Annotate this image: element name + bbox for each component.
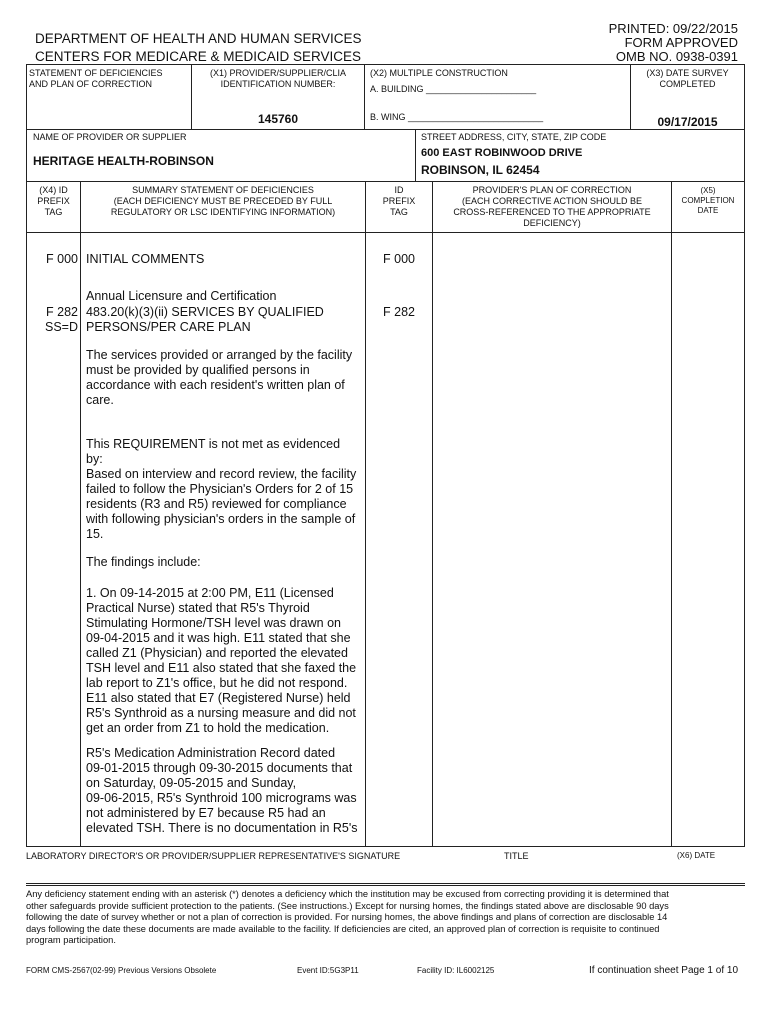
address-line2: ROBINSON, IL 62454 [421,163,540,177]
paragraph-evidence: This REQUIREMENT is not met as evidenced by: Based on interview and record review, the facility failed to follow the Physician's Orders for 2 of 15 residents (R3 and R5) reviewed for compliance with following physician's orders in the sample of 15. [86,437,357,541]
rule [365,181,366,846]
address-line1: 600 EAST ROBINWOOD DRIVE [421,147,583,159]
omb-number: OMB NO. 0938-0391 [615,49,738,64]
x3-value: 09/17/2015 [657,115,718,129]
provider-name: HERITAGE HEALTH-ROBINSON [33,154,214,168]
id-tag-f282: F 282 [383,305,415,319]
disclaimer: Any deficiency statement ending with an asterisk (*) denotes a deficiency which the institution may be excused from correcting providing it is determined that other safeguards provide sufficient protection to the patients. (See instructions.) Except for nursing homes, the findings stated above are disclosable 90 days following the date of survey whether or not a plan of correction is provided. For nursing homes, the above findings and plans of correction are disclosable 14 days following the date these documents are made available to the facility. If deficiencies are cited, an approved plan of correction is requisite to continued program participation. [26,889,669,946]
rule [671,181,672,846]
paragraph-findings: The findings include: [86,555,201,569]
paragraph-finding-1: 1. On 09-14-2015 at 2:00 PM, E11 (Licensed Practical Nurse) stated that R5's Thyroid Stimulating Hormone/TSH level was drawn on 09-04-2015 and it was high. E11 stated that she called Z1 (Physician) and reported the elevated TSH level and E11 also stated that she faxed the lab report to Z1's office, but he did not respond. E11 also stated that E7 (Registered Nurse) held R5's Synthroid as a nursing measure and did not get an order from Z1 to hold the medication. [86,586,357,735]
title-label: TITLE [504,851,529,861]
agency-block [35,31,362,65]
rule [744,64,745,846]
rule [26,64,745,65]
statement-label: STATEMENT OF DEFICIENCIES AND PLAN OF CORRECTION [29,68,163,89]
event-id: Event ID:5G3P11 [297,966,359,975]
tag-ssd: SS=D [44,320,78,334]
id-tag-f000: F 000 [383,252,415,266]
id-header: ID PREFIX TAG [382,185,416,217]
wing-label: B. WING ___________________________ [370,112,544,122]
rule [364,64,365,129]
printed-block [538,22,738,64]
provider-label: NAME OF PROVIDER OR SUPPLIER [33,132,187,142]
x4-header: (X4) ID PREFIX TAG [37,185,70,217]
plan-header: PROVIDER'S PLAN OF CORRECTION (EACH CORRECTIVE ACTION SHOULD BE CROSS-REFERENCED TO THE APPROPRIATE DEFICIENCY) [453,185,651,228]
x1-value: 145760 [257,112,299,126]
rule [26,885,745,886]
regulation-title: 483.20(k)(3)(ii) SERVICES BY QUALIFIED PERSONS/PER CARE PLAN [86,305,324,334]
x3-label: (X3) DATE SURVEY COMPLETED [646,68,729,89]
rule [415,129,416,181]
agency-line1: DEPARTMENT OF HEALTH AND HUMAN SERVICES [35,31,362,46]
rule [432,181,433,846]
rule [26,64,27,846]
signature-label: LABORATORY DIRECTOR'S OR PROVIDER/SUPPLIER REPRESENTATIVE'S SIGNATURE [26,851,401,861]
rule [26,181,745,182]
tag-f000: F 000 [46,252,78,266]
summary-header: SUMMARY STATEMENT OF DEFICIENCIES (EACH DEFICIENCY MUST BE PRECEDED BY FULL REGULATORY OR LSC IDENTIFYING INFORMATION) [110,185,336,217]
printed-date: PRINTED: 09/22/2015 [608,21,738,36]
x5-header: (X5) COMPLETION DATE [681,186,735,215]
facility-id: Facility ID: IL6002125 [417,966,495,975]
initial-comments: INITIAL COMMENTS [86,252,205,266]
rule [26,846,745,847]
date-label: (X6) DATE [677,851,716,860]
x1-label: (X1) PROVIDER/SUPPLIER/CLIA IDENTIFICATION NUMBER: [209,68,347,89]
building-label: A. BUILDING ______________________ [370,84,537,94]
annual-licensure: Annual Licensure and Certification [86,289,277,303]
form-approved: FORM APPROVED [624,35,738,50]
page-number: If continuation sheet Page 1 of 10 [589,965,738,976]
rule [26,129,745,130]
paragraph-requirement: The services provided or arranged by the facility must be provided by qualified persons in accordance with each resident's written plan of care. [86,348,353,407]
address-label: STREET ADDRESS, CITY, STATE, ZIP CODE [421,132,607,142]
form-number: FORM CMS-2567(02-99) Previous Versions Obsolete [26,966,217,975]
rule [26,232,745,233]
tag-f282: F 282 [46,305,78,319]
rule [26,883,745,884]
x2-label: (X2) MULTIPLE CONSTRUCTION [370,68,508,78]
paragraph-mar: R5's Medication Administration Record dated 09-01-2015 through 09-30-2015 documents that on Saturday, 09-05-2015 and Sunday, 09-06-2015, R5's Synthroid 100 micrograms was not administered by E7 because R5 had an elevated TSH. There is no documentation in R5's [86,746,358,835]
agency-line2: CENTERS FOR MEDICARE & MEDICAID SERVICES [35,49,362,64]
rule [80,181,81,846]
